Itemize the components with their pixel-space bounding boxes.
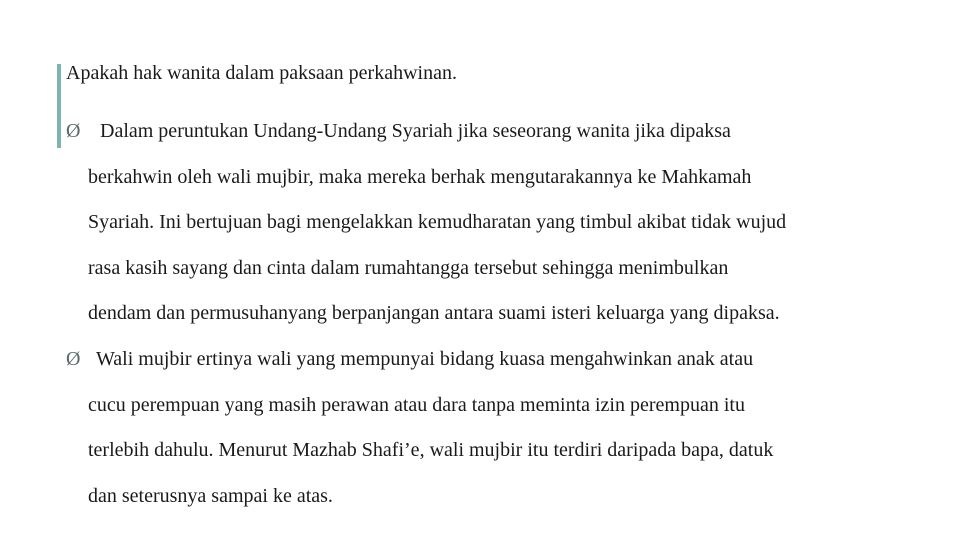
bullet-line: cucu perempuan yang masih perawan atau dara tanpa meminta izin perempuan itu: [88, 393, 745, 416]
bullet-item-1: [66, 117, 936, 337]
slide-title: Apakah hak wanita dalam paksaan perkahwinan.: [66, 62, 457, 84]
bullet-item-2: [66, 345, 936, 519]
bullet-line: Dalam peruntukan Undang-Undang Syariah jika seseorang wanita jika dipaksa: [100, 120, 731, 142]
bullet-text: [88, 109, 936, 337]
bullet-line: dendam dan permusuhanyang berpanjangan antara suami isteri keluarga yang dipaksa.: [88, 302, 780, 324]
bullet-line: dan seterusnya sampai ke atas.: [88, 484, 333, 507]
bullet-line: rasa kasih sayang dan cinta dalam rumahtangga tersebut sehingga menimbulkan: [88, 256, 729, 279]
bullet-line: Wali mujbir ertinya wali yang mempunyai bidang kuasa mengahwinkan anak atau: [96, 348, 754, 370]
bullet-text: [88, 337, 936, 519]
bullet-line: berkahwin oleh wali mujbir, maka mereka berhak mengutarakannya ke Mahkamah: [88, 165, 752, 188]
accent-bar: [57, 64, 61, 148]
bullet-line: terlebih dahulu. Menurut Mazhab Shafi’e, wali mujbir itu terdiri daripada bapa, datuk: [88, 439, 774, 461]
bullet-line: Syariah. Ini bertujuan bagi mengelakkan kemudharatan yang timbul akibat tidak wujud: [88, 211, 787, 233]
arrow-bullet-icon: Ø: [66, 120, 81, 142]
arrow-bullet-icon: Ø: [66, 348, 81, 370]
